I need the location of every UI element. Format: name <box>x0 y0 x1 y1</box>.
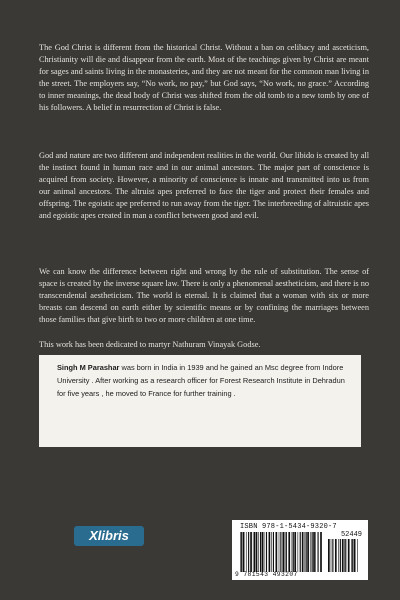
price-barcode-bars <box>328 539 360 572</box>
author-bio-text: was born in India in 1939 and he gained an Msc degree from Indore University . After working as a research officer for Forest Research Institute in Dehradun for five years , he moved to France for further training . <box>57 363 345 398</box>
price-code: 52449 <box>340 531 362 539</box>
ean-digits: 9 781543 493207 <box>235 571 298 578</box>
publisher-logo: Xlibris <box>74 526 144 546</box>
blurb-paragraph-1: The God Christ is different from the historical Christ. Without a ban on celibacy and asceticism, Christianity will die and disappear from the earth. Most of the teachings given by Christ are meant for sages and saints living in the monasteries, and they are not meant for the common man living in the street. The employers say, “No work, no pay,” but God says, “No work, no grace.” According to inner meanings, the dead body of Christ was shifted from the old tomb to a new tomb by one of his followers. A belief in resurrection of Christ is false. <box>39 43 369 112</box>
author-name: Singh M Parashar <box>57 363 120 372</box>
dedication: This work has been dedicated to martyr Nathuram Vinayak Godse. <box>39 340 261 349</box>
author-bio-box <box>39 355 361 447</box>
ean-barcode-bars <box>240 532 322 572</box>
blurb-paragraph-2: God and nature are two different and independent realities in the world. Our libido is created by all the instinct found in human race and in our animal ancestors. The major part of conscience is acquired from society. However, a minority of conscience is innate and transmitted into us from our animal ancestors. The altruist apes preferred to face the tiger and protect their females and offspring. The egoistic ape preferred to run away from the tiger. The interbreeding of altruistic apes and egoistic apes created in man a conflict between good and evil. <box>39 151 369 220</box>
blurb-paragraph-3: We can know the difference between right and wrong by the rule of substitution. The sense of space is created by the inverse square law. There is only a phenomenal aestheticism, and there is no transcendental aestheticism. The world is eternal. It is claimed that a woman with six or more breasts can descend on earth either by scientific means or by confining the marriages between those families that give birth to two or more children at one time. <box>39 267 369 324</box>
isbn-barcode <box>232 520 368 580</box>
isbn-label: ISBN 978-1-5434-9320-7 <box>240 523 337 531</box>
